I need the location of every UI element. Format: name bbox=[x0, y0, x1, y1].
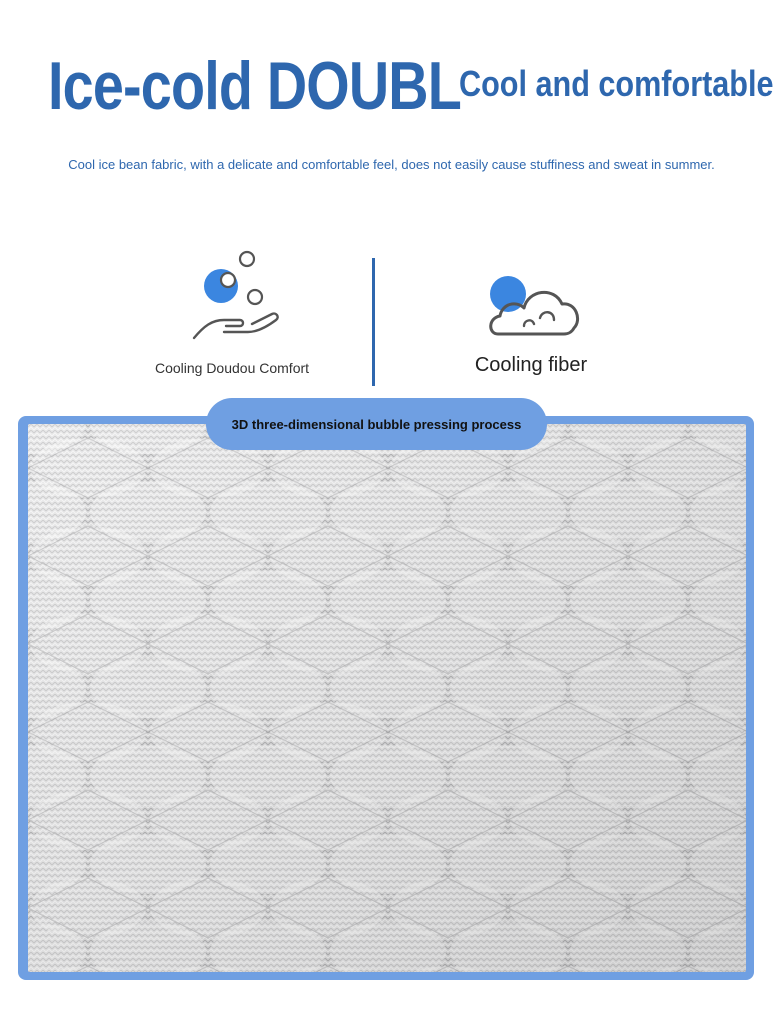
page-title: Ice-cold DOUBL bbox=[48, 48, 461, 124]
process-label-pill bbox=[206, 398, 547, 450]
description-text: Cool ice bean fabric, with a delicate and comfortable feel, does not easily cause stuffiness and sweat in summer. bbox=[68, 157, 715, 172]
process-label: 3D three-dimensional bubble pressing process bbox=[231, 416, 522, 432]
feature-divider bbox=[372, 258, 375, 386]
fabric-texture-image bbox=[28, 424, 746, 972]
cloud-icon bbox=[484, 270, 584, 346]
feature-label-cooling-fiber: Cooling fiber bbox=[474, 354, 588, 376]
page-subtitle: Cool and comfortable bbox=[459, 63, 774, 104]
feature-label-cooling-doudou: Cooling Doudou Comfort bbox=[154, 360, 310, 376]
hand-bubbles-icon bbox=[188, 246, 284, 342]
